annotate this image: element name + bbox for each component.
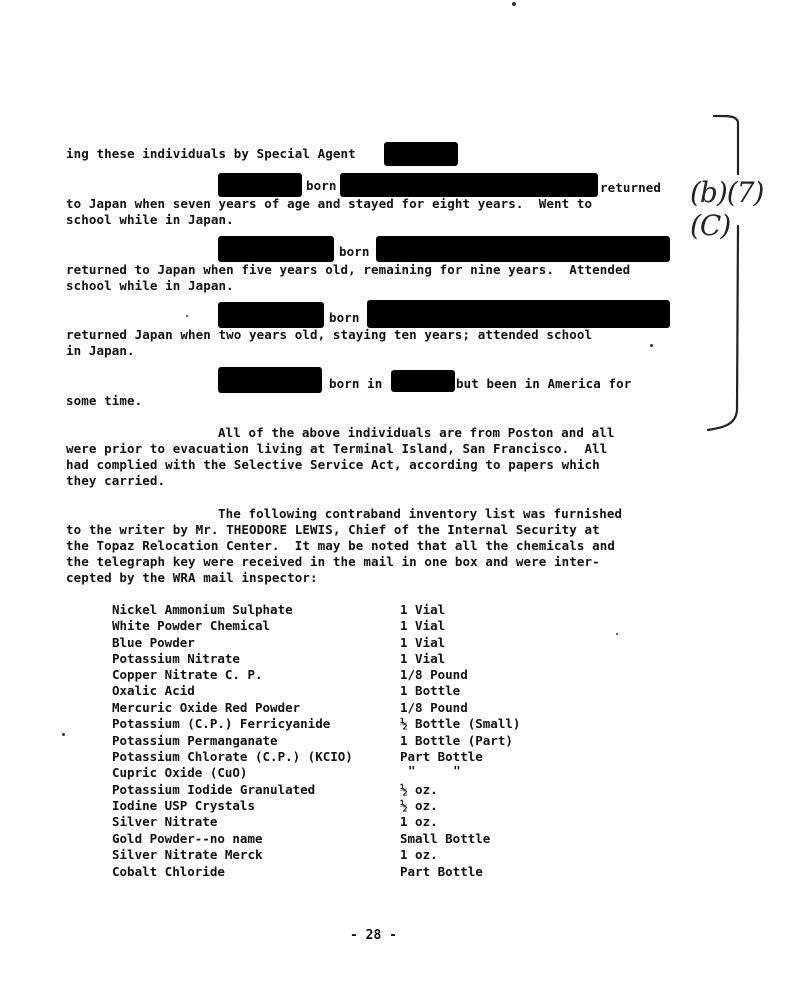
inventory-quantity: 1 Bottle [400,683,461,698]
text-line: returned Japan when two years old, staying ten years; attended school [66,327,593,342]
exemption-note: (b)(7)(C) [690,176,764,242]
redaction-block [340,173,598,197]
redaction-block [218,173,302,197]
redaction-block [367,300,670,328]
text-born: born [306,178,337,193]
inventory-item: Cobalt Chloride [112,864,225,879]
inventory-quantity: 1 Vial [400,651,446,666]
scan-speck [616,633,618,635]
text-line: to the writer by Mr. THEODORE LEWIS, Chief of the Internal Security at [66,522,600,537]
text-line: All of the above individuals are from Poston and all [218,425,615,440]
text-line: the Topaz Relocation Center. It may be noted that all the chemicals and [66,538,616,553]
text-line: they carried. [66,473,166,488]
text-line: were prior to evacuation living at Terminal Island, San Francisco. All [66,441,608,456]
inventory-quantity: " " [408,763,461,778]
margin-bracket [700,110,750,440]
redaction-block [218,367,322,393]
inventory-item: Oxalic Acid [112,683,195,698]
inventory-quantity: 1 Vial [400,635,446,650]
text-line: but been in America for [456,376,632,391]
text-line: the telegraph key were received in the mail in one box and were inter- [66,554,600,569]
redaction-block [218,236,334,262]
inventory-item: Potassium Iodide Granulated [112,782,316,797]
inventory-item: Potassium Nitrate [112,651,240,666]
inventory-item: White Powder Chemical [112,618,271,633]
inventory-item: Gold Powder--no name [112,831,263,846]
text-born-in: born in [329,376,383,391]
text-line: returned to Japan when five years old, remaining for nine years. Attended [66,262,631,277]
text-born: born [329,310,360,325]
page-number: - 28 - [350,928,397,943]
text-line: school while in Japan. [66,212,234,227]
text-line: had complied with the Selective Service Act, according to papers which [66,457,600,472]
text-line: school while in Japan. [66,278,234,293]
redaction-block [218,302,324,328]
inventory-item: Potassium (C.P.) Ferricyanide [112,716,331,731]
text-born: born [339,244,370,259]
inventory-item: Cupric Oxide (CuO) [112,765,248,780]
text-line: cepted by the WRA mail inspector: [66,570,318,585]
redaction-block [384,142,458,166]
inventory-quantity: Part Bottle [400,864,483,879]
inventory-quantity: 1 oz. [400,847,438,862]
inventory-item: Silver Nitrate [112,814,218,829]
inventory-quantity: 1 Bottle (Part) [400,733,513,748]
text-returned: returned [600,180,662,195]
inventory-quantity: 1/8 Pound [400,700,468,715]
inventory-item: Silver Nitrate Merck [112,847,263,862]
text-line: The following contraband inventory list was furnished [218,506,623,521]
inventory-quantity: Small Bottle [400,831,491,846]
text-line: in Japan. [66,343,135,358]
inventory-quantity: 1/8 Pound [400,667,468,682]
inventory-quantity: Part Bottle [400,749,483,764]
redaction-block [391,370,455,392]
text-line: to Japan when seven years of age and stayed for eight years. Went to [66,196,593,211]
text-line: some time. [66,393,143,408]
inventory-quantity: ½ oz. [400,782,438,797]
text-line: ing these individuals by Special Agent [66,146,356,161]
scan-speck [650,344,653,347]
inventory-quantity: 1 oz. [400,814,438,829]
redaction-block [376,236,670,262]
inventory-quantity: ½ oz. [400,798,438,813]
inventory-item: Iodine USP Crystals [112,798,255,813]
inventory-item: Potassium Permanganate [112,733,278,748]
inventory-item: Mercuric Oxide Red Powder [112,700,301,715]
inventory-quantity: 1 Vial [400,618,446,633]
inventory-item: Blue Powder [112,635,195,650]
inventory-quantity: ½ Bottle (Small) [400,716,521,731]
scan-speck [62,733,65,736]
inventory-item: Nickel Ammonium Sulphate [112,602,293,617]
inventory-item: Copper Nitrate C. P. [112,667,263,682]
scan-speck [512,2,516,6]
inventory-item: Potassium Chlorate (C.P.) (KCIO) [112,749,353,764]
scan-speck [186,315,188,317]
inventory-quantity: 1 Vial [400,602,446,617]
